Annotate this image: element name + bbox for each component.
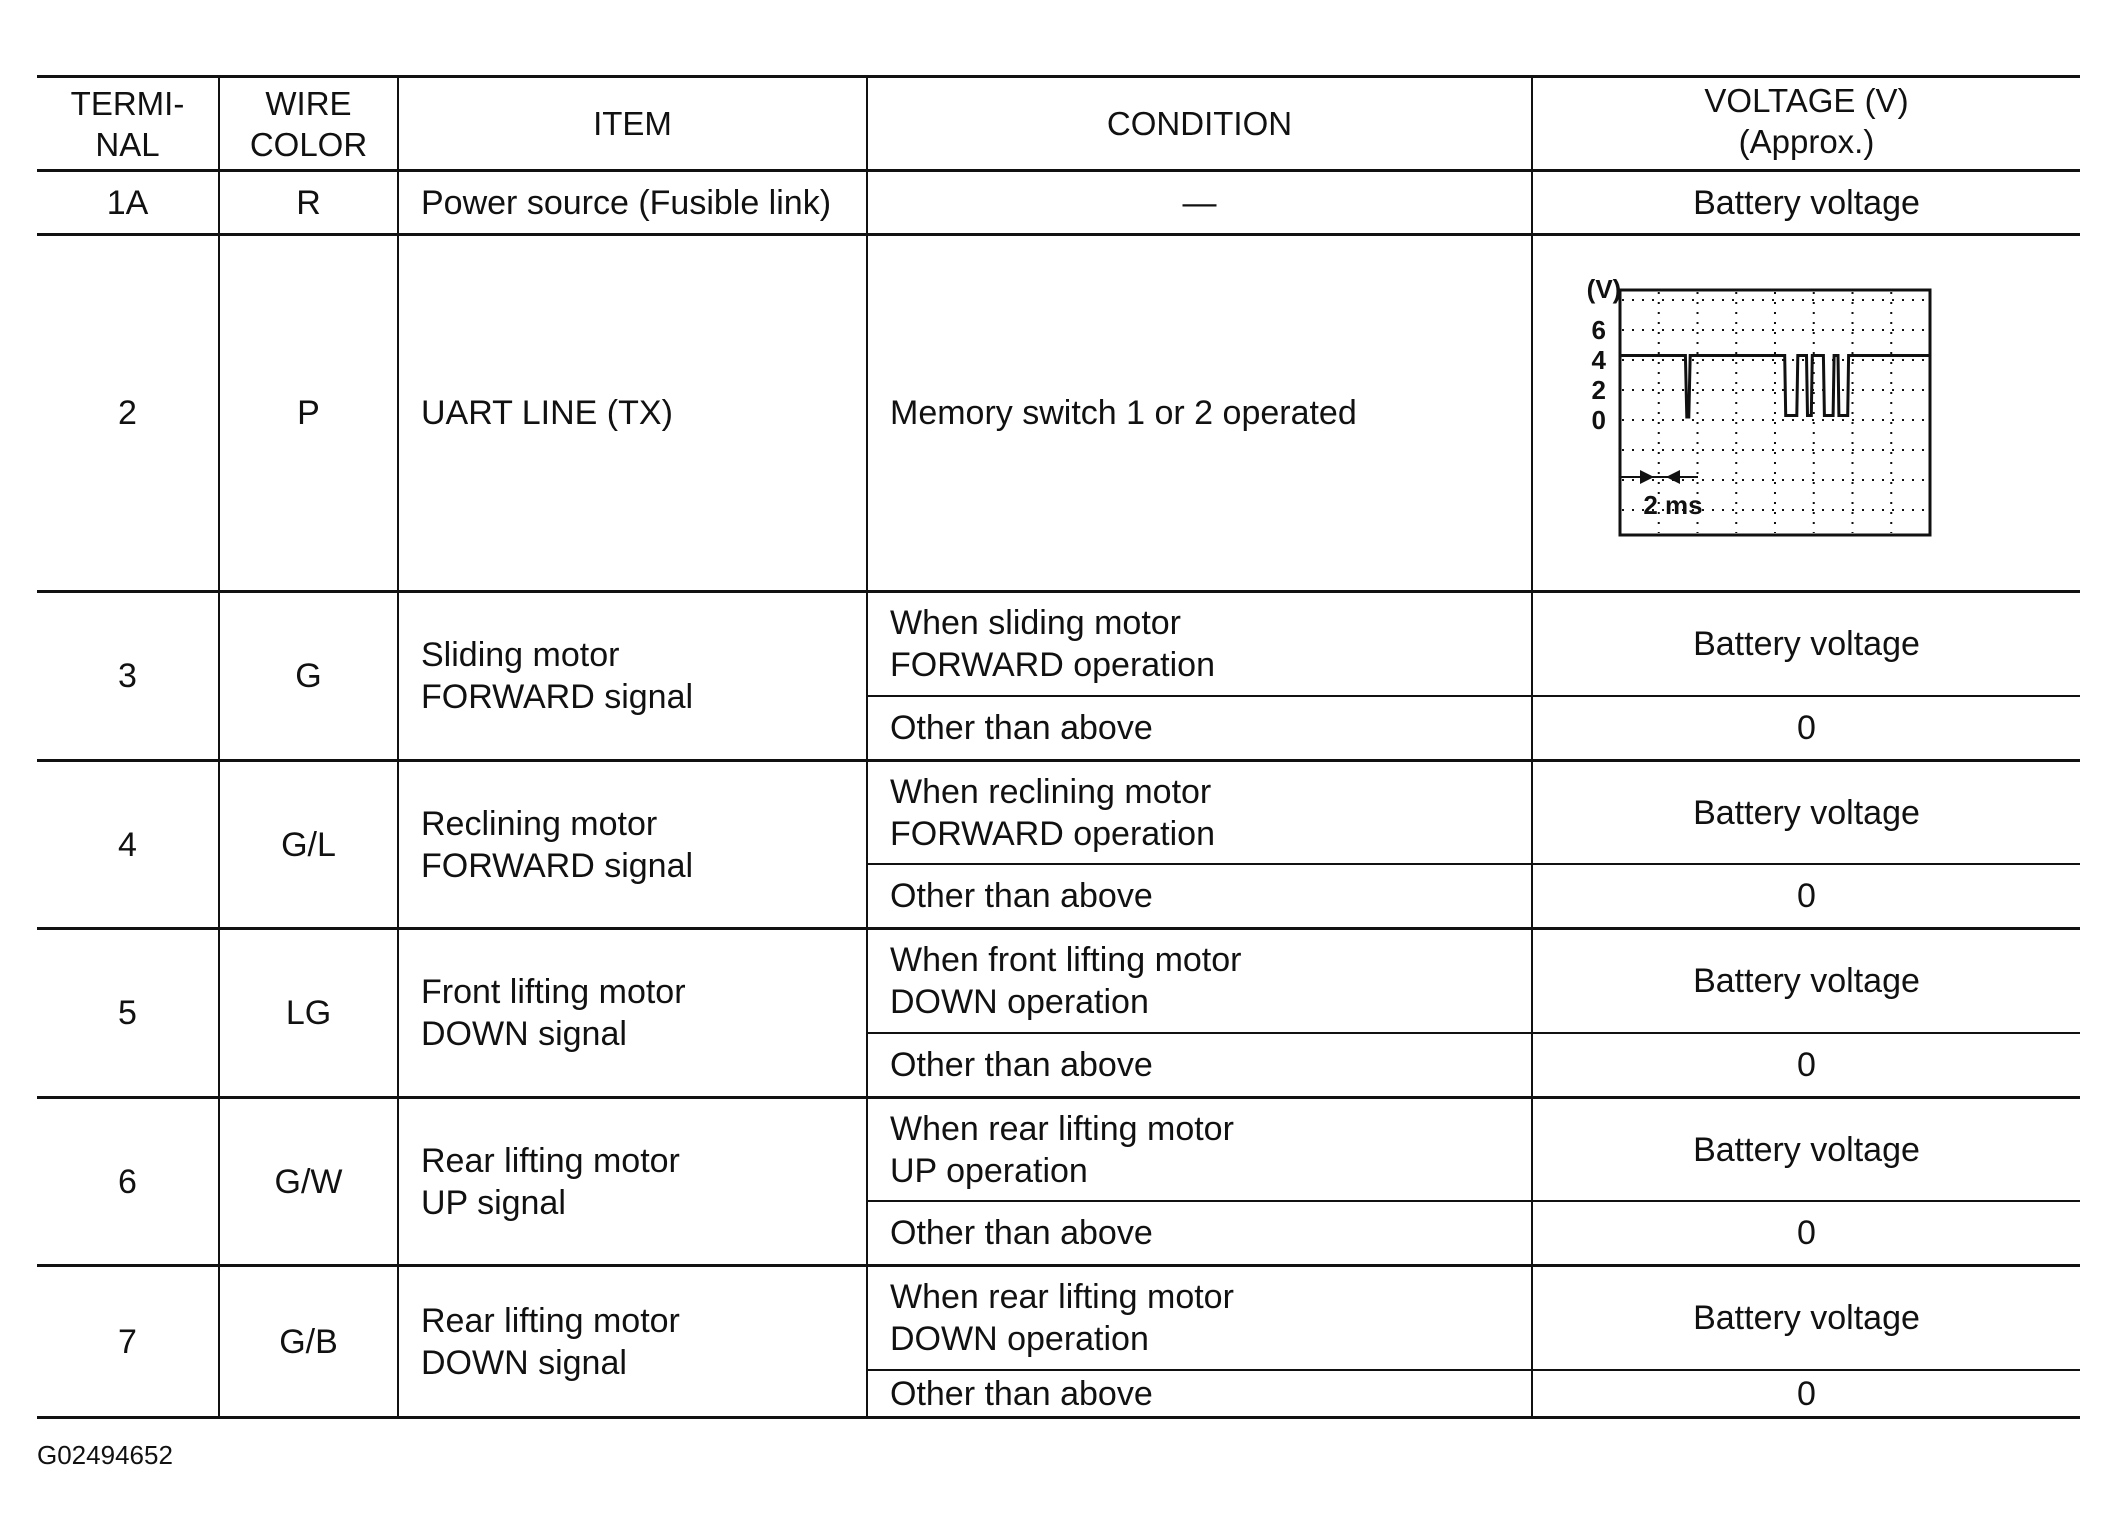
- voltage-cell: Battery voltage: [1693, 1130, 1920, 1169]
- condition-cell: Other than above: [890, 877, 1153, 915]
- item-cell: Reclining motor FORWARD signal: [421, 804, 694, 885]
- condition-cell: Other than above: [890, 1046, 1153, 1084]
- uart-waveform-chart: [1568, 270, 1968, 540]
- y-tick-label: 0: [1591, 405, 1606, 435]
- figure-id: G02494652: [37, 1440, 173, 1470]
- terminal-cell: 6: [118, 1162, 137, 1201]
- chart-y-ticks: [1592, 315, 1607, 435]
- voltage-cell: 0: [1797, 1214, 1816, 1252]
- condition-cell: When front lifting motor DOWN operation: [890, 941, 1242, 1021]
- header-item: ITEM: [593, 105, 672, 142]
- condition-cell: Memory switch 1 or 2 operated: [890, 394, 1357, 432]
- voltage-cell: Battery voltage: [1693, 183, 1920, 222]
- terminal-cell: 1A: [106, 183, 149, 222]
- y-axis-unit-label: (V): [1586, 274, 1622, 304]
- voltage-cell: 0: [1797, 709, 1816, 747]
- signal-trace: [1620, 356, 1930, 418]
- y-tick-label: 6: [1591, 315, 1606, 345]
- item-cell: Power source (Fusible link): [421, 183, 832, 222]
- wire-color-cell: G/W: [274, 1162, 343, 1201]
- voltage-cell: Battery voltage: [1693, 793, 1920, 832]
- y-tick-label: 2: [1591, 375, 1606, 405]
- header-terminal: TERMI- NAL: [70, 84, 185, 163]
- condition-cell: When reclining motor FORWARD operation: [890, 772, 1215, 853]
- item-cell: Rear lifting motor DOWN signal: [421, 1301, 680, 1382]
- table-bottom-rule: [37, 1416, 2080, 1419]
- condition-cell: When sliding motor FORWARD operation: [890, 604, 1215, 684]
- wire-color-cell: LG: [285, 994, 332, 1032]
- voltage-cell: Battery voltage: [1693, 625, 1920, 663]
- time-scale-arrow-right: [1640, 470, 1654, 484]
- condition-cell: When rear lifting motor UP operation: [890, 1109, 1234, 1190]
- header-wire-color: WIRE COLOR: [249, 84, 368, 163]
- voltage-cell: 0: [1797, 1046, 1816, 1084]
- item-cell: Rear lifting motor UP signal: [421, 1141, 680, 1222]
- voltage-cell: Battery voltage: [1693, 962, 1920, 1000]
- voltage-cell: 0: [1797, 1374, 1816, 1413]
- column-rule: [397, 75, 399, 1419]
- voltage-cell: Battery voltage: [1693, 1299, 1920, 1337]
- terminal-cell: 2: [118, 394, 137, 432]
- terminal-cell: 7: [118, 1322, 137, 1361]
- wire-color-cell: R: [296, 183, 321, 222]
- time-scale-arrow-left: [1666, 470, 1680, 484]
- condition-cell: When rear lifting motor DOWN operation: [890, 1278, 1234, 1358]
- terminal-cell: 3: [118, 657, 137, 695]
- header-voltage: VOLTAGE (V) (Approx.): [1704, 81, 1909, 160]
- column-rule: [866, 75, 868, 1419]
- item-cell: UART LINE (TX): [421, 394, 673, 432]
- condition-cell: Other than above: [890, 1214, 1153, 1252]
- wire-color-cell: G/L: [281, 825, 336, 864]
- y-tick-label: 4: [1591, 345, 1606, 375]
- wire-color-cell: P: [297, 394, 320, 432]
- item-cell: Front lifting motor DOWN signal: [421, 973, 686, 1053]
- wire-color-cell: G/B: [279, 1322, 338, 1361]
- header-condition: CONDITION: [1106, 105, 1293, 142]
- wire-color-cell: G: [295, 657, 322, 695]
- condition-cell: Other than above: [890, 1374, 1153, 1413]
- voltage-cell: 0: [1797, 877, 1816, 915]
- terminal-cell: 4: [118, 825, 137, 864]
- terminal-cell: 5: [118, 994, 137, 1032]
- condition-cell: Other than above: [890, 709, 1153, 747]
- time-scale-label: 2 ms: [1643, 490, 1703, 520]
- condition-cell: —: [1182, 183, 1217, 222]
- item-cell: Sliding motor FORWARD signal: [421, 636, 694, 716]
